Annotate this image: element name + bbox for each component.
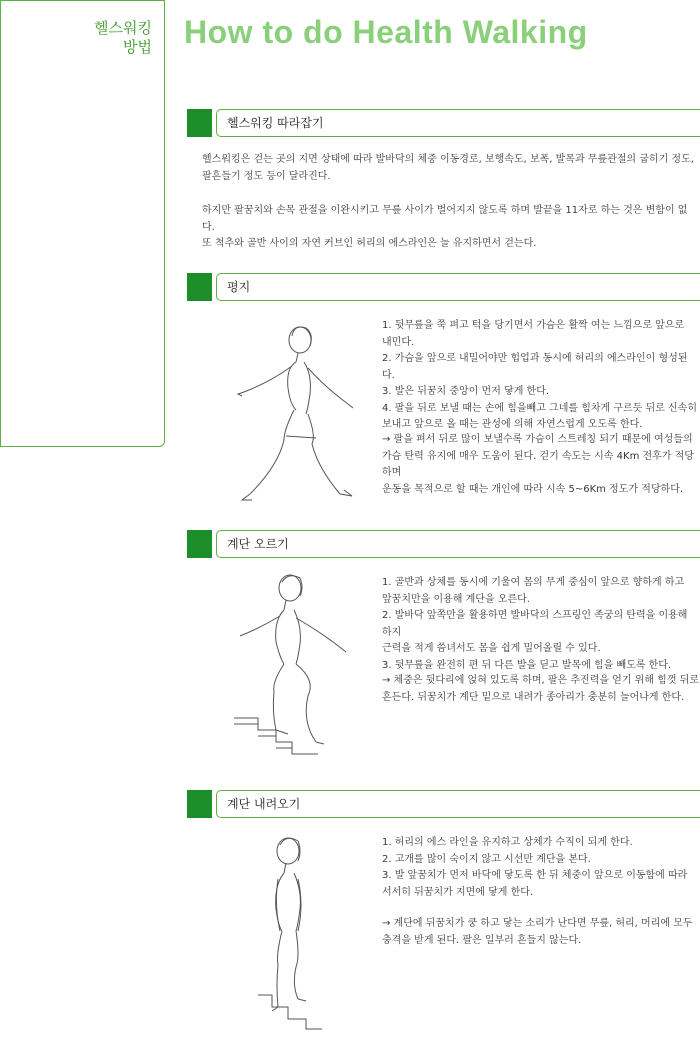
sidebar-title-line1: 헬스워킹 [94,19,152,37]
section-marker [187,530,212,558]
flat-steps: 1. 뒷무릎을 쭉 펴고 턱을 당기면서 가슴은 활짝 여는 느낌으로 앞으로 내민다. 2. 가슴을 앞으로 내밀어야만 힙업과 동시에 허리의 에스라인이 형성된다. 3. 발은 뒤꿈치 중앙이 먼저 닿게 한다. 4. 팔을 뒤로 보낼 때는 손에 힘을빼고 그네를 힘차게 구르듯 뒤로 신속히 보내고 앞으로 올 때는 관성에 의해 자연스럽게 오도록 한다. [382,320,697,430]
section-title: 헬스워킹 따라잡기 [216,109,700,137]
stairs-up-steps: 1. 골반과 상체를 동시에 기울여 몸의 무게 중심이 앞으로 향하게 하고 앞꿈치만을 이용해 계단을 오른다. 2. 발바닥 앞쪽만을 활용하면 발바닥의 스프링인 족궁의 탄력을 이용해 하지 근력을 적게 씀녀서도 몸을 쉽게 밀어올릴 수 있다. 3. 뒷무릎을 완전히 편 뒤 다른 발을 딛고 발목에 힘을 빼도록 한다. [382,577,688,671]
stairs-up-figure-illustration [230,572,350,762]
section-title: 계단 내려오기 [216,790,700,818]
stairs-down-figure-illustration [248,835,328,1035]
sidebar-title-line2: 방법 [123,38,152,56]
stairs-down-steps: 1. 허리의 에스 라인을 유지하고 상체가 수직이 되게 한다. 2. 고개를 많이 숙이지 않고 시선만 계단을 본다. 3. 발 앞꿈치가 먼저 바닥에 닿도록 한 뒤 체중이 앞으로 이동함에 따라 서서히 뒤꿈치가 지면에 닿게 한다. [382,837,688,898]
walking-figure-illustration [222,318,362,508]
section-header-stairs-up [187,530,700,558]
sidebar-title [94,19,152,57]
section-marker [187,109,212,137]
stairs-down-note: → 계단에 뒤꿈치가 쿵 하고 닿는 소리가 난다면 무릎, 허리, 머리에 모두 충격을 받게 된다. 팔은 일부러 흔들지 않는다. [382,918,693,946]
stairs-up-note: → 체중은 뒷다리에 얹혀 있도록 하며, 팔은 추진력을 얻기 위해 힘껏 뒤로 흔든다. 뒤꿈치가 계단 밑으로 내려가 종아리가 충분히 늘어나게 한다. [382,675,700,703]
flat-note: → 팔을 펴서 뒤로 많이 보낼수록 가슴이 스트레칭 되기 때문에 여성들의 가슴 탄력 유지에 매우 도움이 된다. 걷기 속도는 시속 4Km 전후가 적당하며 운동을 목적으로 할 때는 개인에 따라 시속 5~6Km 정도가 적당하다. [382,434,694,495]
section-title: 계단 오르기 [216,530,700,558]
intro-paragraph-1: 헬스워킹은 걷는 곳의 지면 상태에 따라 발바닥의 체중 이동경로, 보행속도, 보폭, 발목과 무릎관절의 굽히기 정도, 팔흔들기 정도 등이 달라진다. [202,154,694,182]
section-header-intro [187,109,700,137]
intro-paragraph-2: 하지만 팔꿈치와 손목 관절을 이완시키고 무릎 사이가 벌어지지 않도록 하며 발끝을 11자로 하는 것은 변함이 없다. 또 척추와 골반 사이의 자연 커브인 허리의 에스라인은 늘 유지하면서 걷는다. [202,205,688,249]
section-header-flat [187,273,700,301]
section-header-stairs-down [187,790,700,818]
section-marker [187,273,212,301]
sidebar [0,0,165,447]
section-marker [187,790,212,818]
section-title: 평지 [216,273,700,301]
page-title: How to do Health Walking [184,14,588,50]
